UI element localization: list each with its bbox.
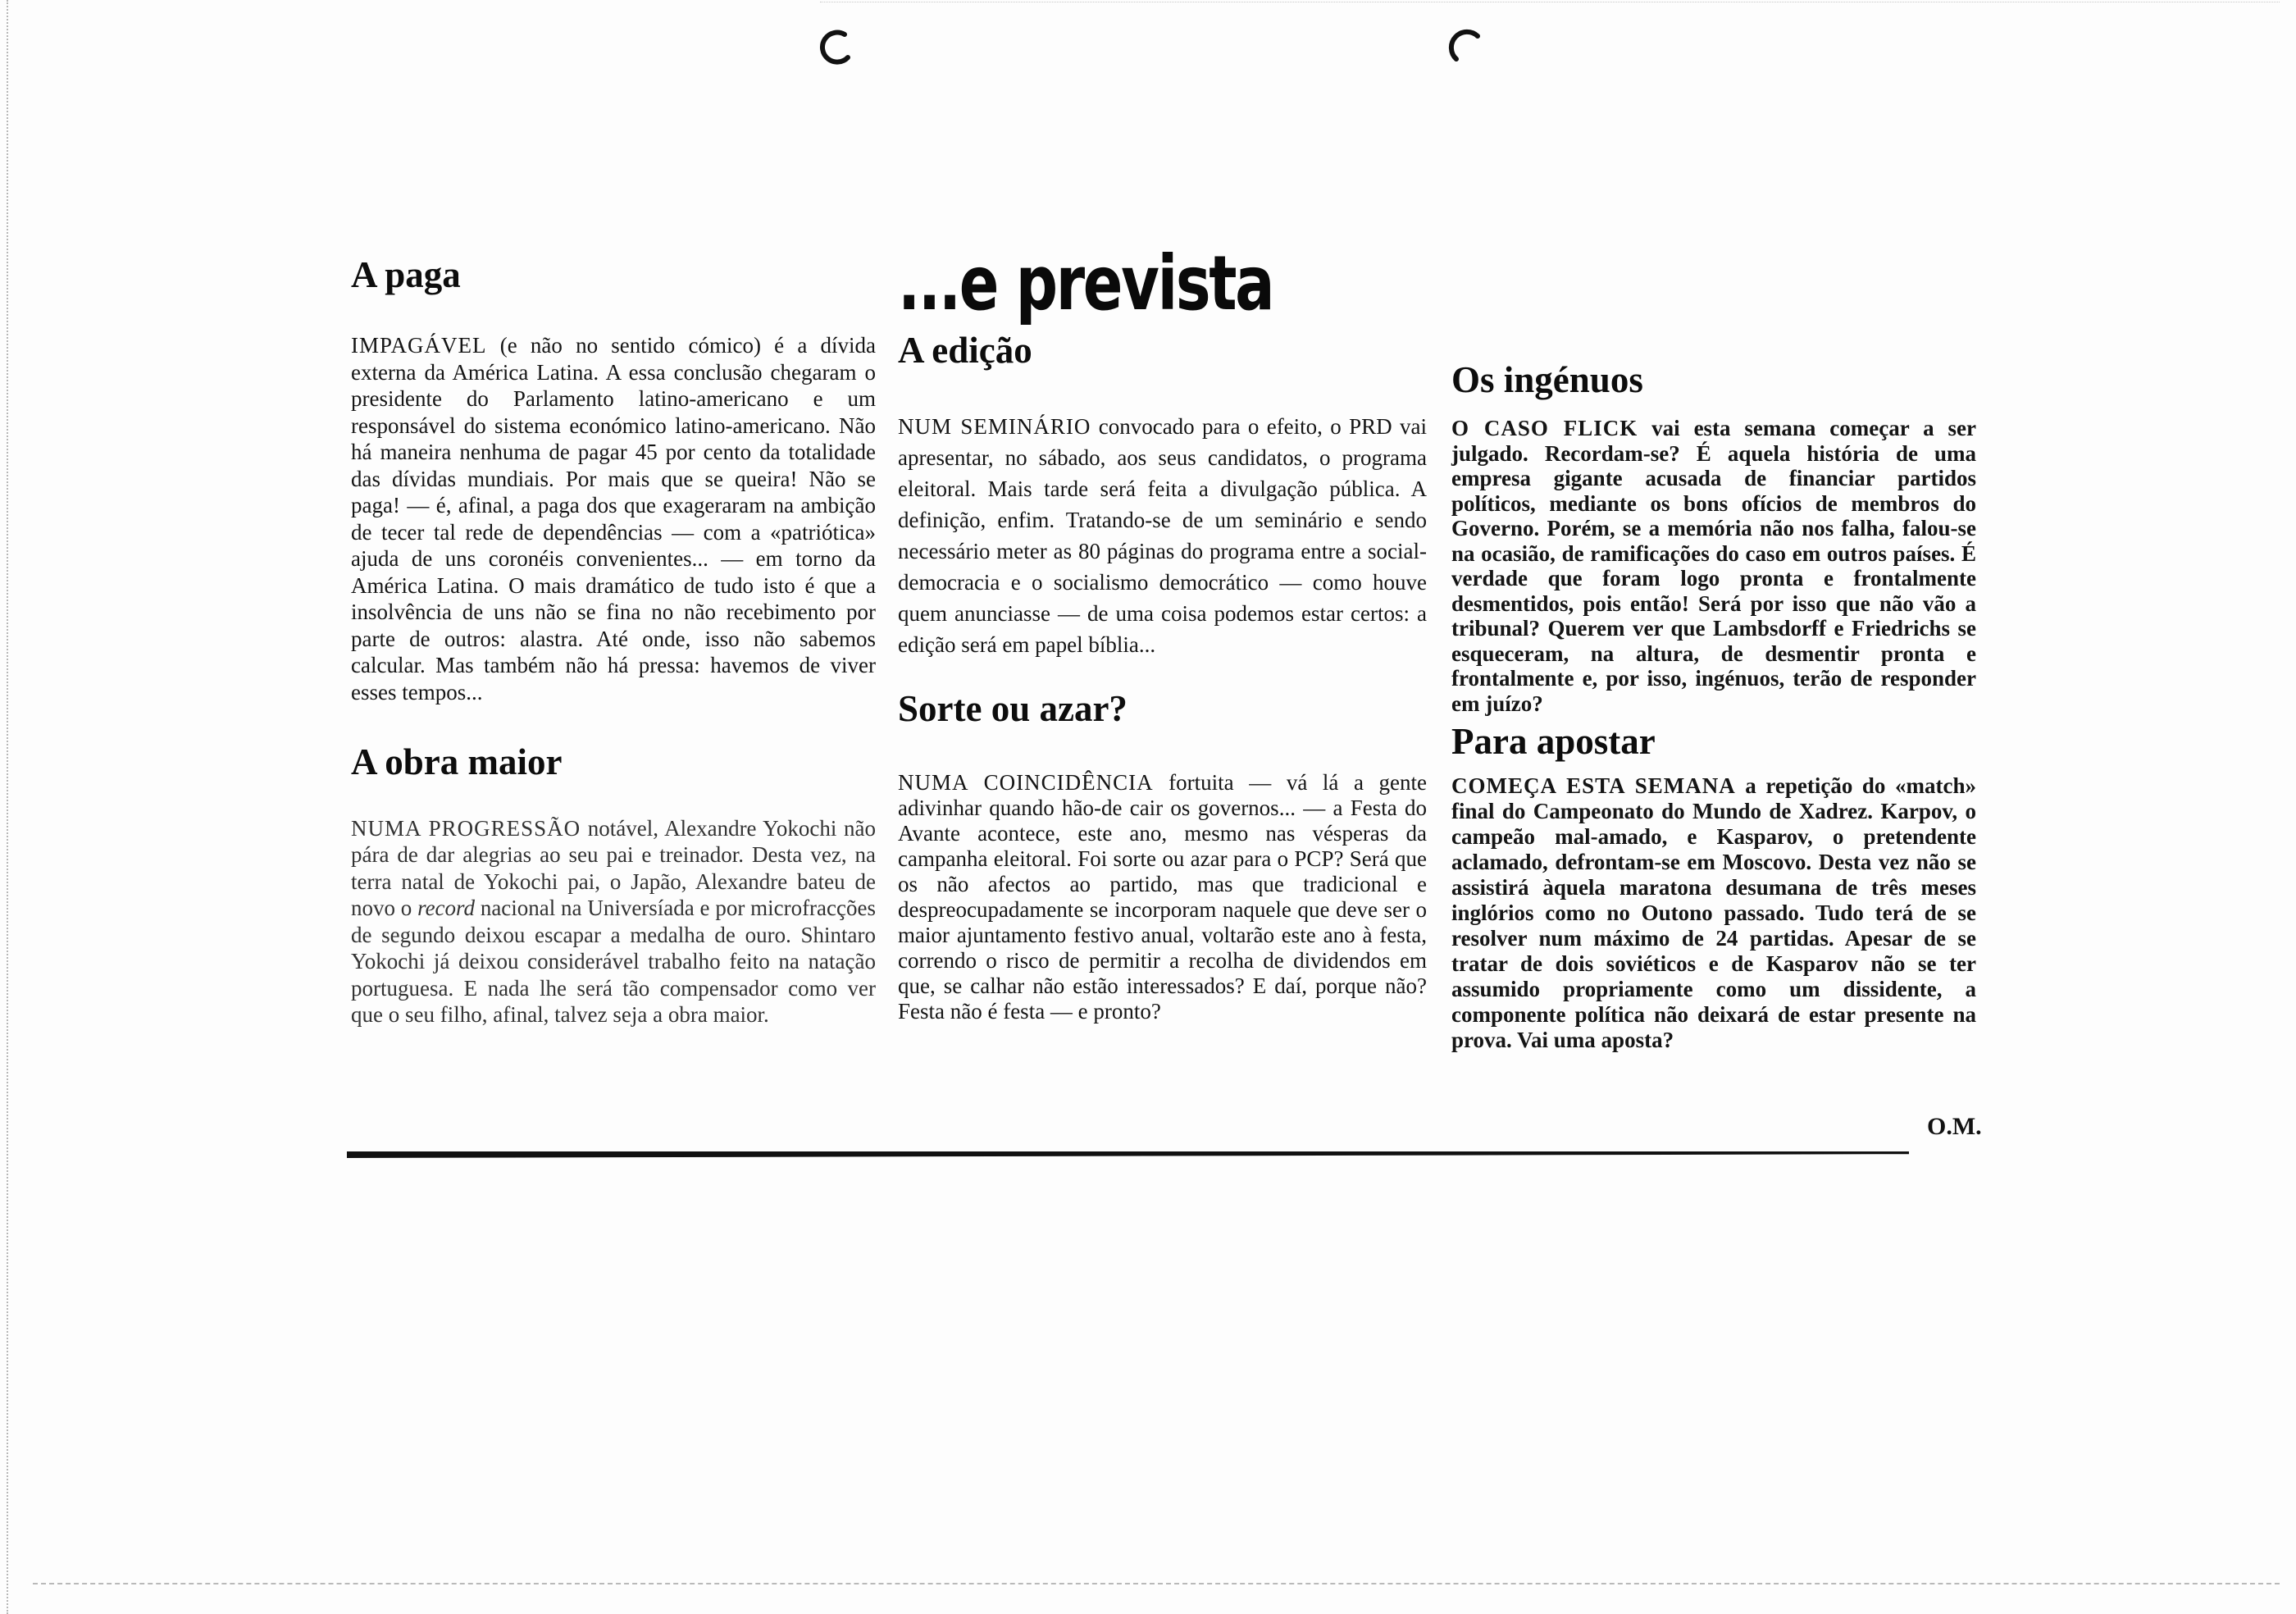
article-text: a repetição do «match» final do Campeonato do Mundo de Xadrez. Karpov, o campeão mal-amado, e Kasparov, o pretendente aclamado, defrontam-se em Moscovo. Desta vez não se assistirá àquela maratona desumana de três meses inglórios como no Outono passado. Tudo terá de se resolver num máximo de 24 partidas. Apesar de se tratar de dois soviéticos e de Kasparov não se ter assumido propriamente como um dissidente, a componente política não deixará de estar presente na prova. Vai uma aposta? <box>1451 773 1976 1052</box>
article-sorte-ou-azar <box>898 690 1427 1024</box>
article-para-apostar <box>1451 723 1976 1052</box>
article-emphasis: record <box>417 896 476 920</box>
article-title: Os ingénuos <box>1451 359 1643 400</box>
article-body <box>1451 416 1976 716</box>
article-title: A obra maior <box>351 741 563 783</box>
article-a-paga <box>351 256 876 705</box>
article-body <box>898 770 1427 1024</box>
scan-bottom-edge <box>33 1583 2280 1584</box>
article-lead: NUMA COINCIDÊNCIA <box>898 769 1154 795</box>
punch-hole-mark <box>813 26 856 69</box>
author-signature: O.M. <box>1927 1113 1982 1140</box>
article-text: convocado para o efeito, o PRD vai apresentar, no sábado, aos seus candidatos, o programa eleitoral. Mais tarde será feita a divulgação pública. A definição, enfim. Tratando-se de um seminário e sendo necessário meter as 80 páginas do programa entre a social-democracia e o socialismo democrático — como houve quem anunciasse — de uma coisa podemos estar certos: a edição será em papel bíblia... <box>898 414 1427 658</box>
article-lead: COMEÇA ESTA SEMANA <box>1451 773 1736 798</box>
article-a-obra-maior <box>351 743 876 1028</box>
article-lead: O CASO FLICK <box>1451 416 1638 441</box>
column-middle <box>898 239 1427 1024</box>
article-os-ingenuos <box>1451 361 1976 716</box>
section-masthead: ...e prevista <box>898 239 1273 327</box>
article-text: nacional na Universíada e por microfracções de segundo deixou escapar a medalha de ouro. Shintaro Yokochi já deixou considerável trabalho feito na natação portuguesa. E nada lhe será tão compensador como ver que o seu filho, afinal, talvez seja a obra maior. <box>351 896 876 1027</box>
article-text: fortuita — vá lá a gente adivinhar quando hão-de cair os governos... — a Festa do Avante acontece, este ano, mesmo nas vésperas da campanha eleitoral. Foi sorte ou azar para o PCP? Será que os não afectos ao partido, mas que tradicional e despreocupadamente se incorporam naquele que deve ser o maior ajuntamento festivo anual, voltarão este ano à festa, correndo o risco de permitir a recolha de dividendos em que, se calhar não estão interessados? E daí, porque não? Festa não é festa — e pronto? <box>898 769 1427 1024</box>
punch-hole-left-icon <box>813 26 856 69</box>
article-title: A paga <box>351 254 461 295</box>
punch-hole-right-icon <box>1445 26 1487 69</box>
article-a-edicao <box>898 331 1427 660</box>
article-title: Para apostar <box>1451 721 1656 763</box>
article-lead: NUM SEMINÁRIO <box>898 414 1091 440</box>
column-right <box>1451 361 1976 1053</box>
column-left <box>351 256 876 1028</box>
article-text: notável, Alexandre Yokochi não pára de dar alegrias ao seu pai e treinador. Desta vez, na terra natal de Yokochi pai, o Japão, Alexandre bateu de novo o <box>351 815 876 920</box>
article-title: Sorte ou azar? <box>898 688 1128 730</box>
punch-hole-mark <box>1445 26 1487 69</box>
article-text: (e não no sentido cómico) é a dívida externa da América Latina. A essa conclusão chegaram o presidente do Parlamento latino-americano e um responsável do sistema económico latino-americano. Não há maneira nenhuma de pagar 45 por cento da totalidade das dívidas mundiais. Por mais que se queira! Não se paga! — é, afinal, a paga dos que exageraram na ambição de tecer tal rede de dependências — com a «patriótica» ajuda de uns coronéis convenientes... — em torno da América Latina. O mais dramático de tudo isto é que a insolvência de uns não se fina no não recebimento por parte de outros: alastra. Até onde, isso não sabemos calcular. Mas também não há pressa: havemos de viver esses tempos... <box>351 333 876 704</box>
article-body <box>1451 773 1976 1053</box>
column-bottom-rule <box>347 1151 1909 1158</box>
article-title: A edição <box>898 330 1032 371</box>
article-lead: IMPAGÁVEL <box>351 333 487 358</box>
article-body <box>351 332 876 705</box>
article-lead: NUMA PROGRESSÃO <box>351 815 581 841</box>
article-body <box>898 411 1427 660</box>
article-body <box>351 815 876 1028</box>
article-text: vai esta semana começar a ser julgado. Recordam-se? É aquela história de uma empresa gigante acusada de financiar partidos políticos, mediante os bons ofícios de membros do Governo. Porém, se a memória não nos falha, falou-se na ocasião, de ramificações do caso em outros países. É verdade que foram logo pronta e frontalmente desmentidos, pois então! Será por isso que não vão a tribunal? Querem ver que Lambsdorff e Friedrichs se esqueceram, na altura, de desmentir pronta e frontalmente e, por isso, ingénuos, terão de responder em juízo? <box>1451 416 1976 716</box>
scan-left-edge <box>7 0 20 1614</box>
